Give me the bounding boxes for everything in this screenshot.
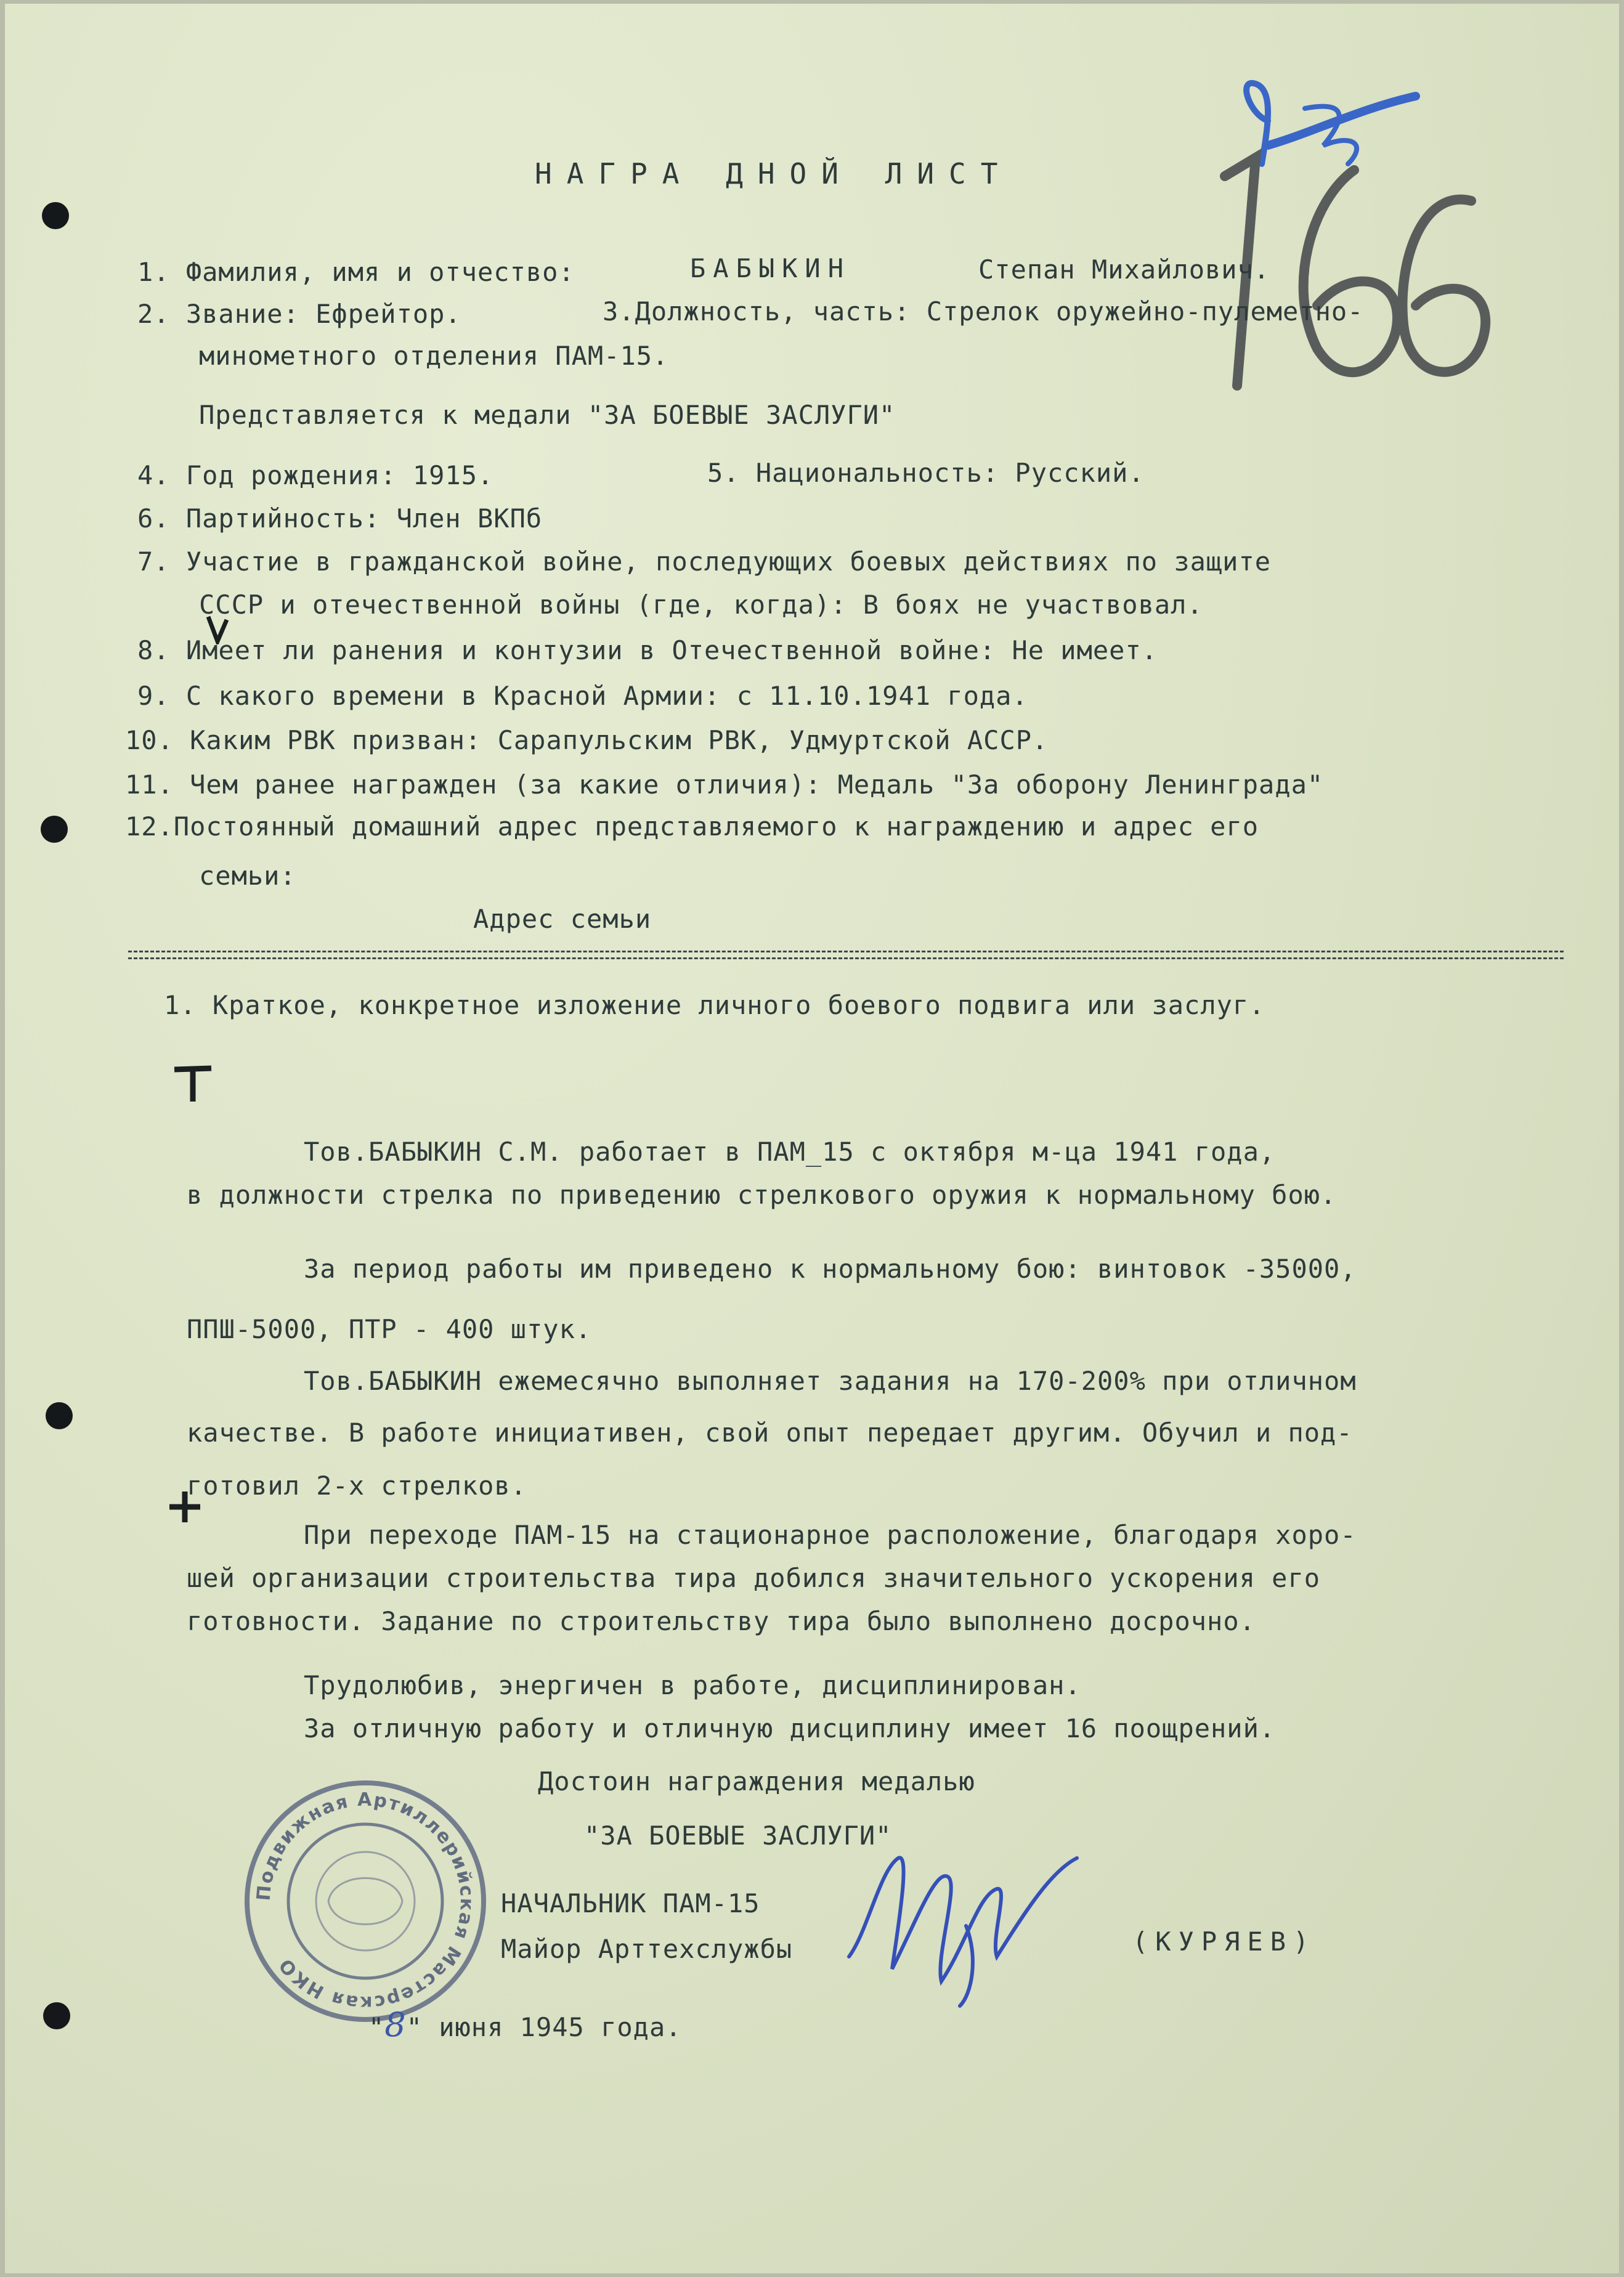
paragraph-line: качестве. В работе инициативен, свой опыт передает другим. Обучил и под- [187, 1418, 1353, 1448]
paragraph-line: При переходе ПАМ-15 на стационарное расположение, благодаря хоро- [304, 1520, 1357, 1550]
field-given-name: Степан Михайлович. [978, 254, 1270, 285]
field-surname: БАБЫКИН [690, 253, 851, 283]
signer-position: НАЧАЛЬНИК ПАМ-15 [501, 1888, 760, 1918]
field-rank: 2. Звание: Ефрейтор. [137, 299, 461, 329]
date-day: 8 [384, 2005, 407, 2044]
punch-hole [46, 1402, 73, 1429]
paragraph-line: в должности стрелка по приведению стрелкового оружия к нормальному бою. [187, 1180, 1337, 1210]
signing-date [368, 2005, 682, 2044]
paragraph-line: За отличную работу и отличную дисциплину имеет 16 поощрений. [304, 1713, 1276, 1743]
pen-mark-icon [171, 1063, 214, 1106]
paragraph-line: Трудолюбив, энергичен в работе, дисциплинирован. [304, 1670, 1081, 1700]
section-separator [128, 951, 1564, 959]
field-service-start: 9. С какого времени в Красной Армии: с 11.10.1941 года. [137, 681, 1028, 711]
section-heading: 1. Краткое, конкретное изложение личного боевого подвига или заслуг. [164, 990, 1265, 1020]
paragraph-line: готовности. Задание по строительству тира было выполнено досрочно. [187, 1606, 1256, 1636]
paragraph-line: За период работы им приведено к нормальному бою: винтовок -35000, [304, 1254, 1357, 1284]
field-full-name-label: 1. Фамилия, имя и отчество: [137, 257, 575, 287]
award-sheet [5, 4, 1619, 2273]
page-title: НАГРА ДНОЙ ЛИСТ [535, 157, 1013, 190]
field-previous-awards: 11. Чем ранее награжден (за какие отличия): Медаль "За оборону Ленинграда" [125, 769, 1324, 800]
date-rest: " июня 1945 года. [406, 2012, 682, 2042]
field-position-cont: минометного отделения ПАМ-15. [199, 341, 669, 371]
field-award-nomination: Представляется к медали "ЗА БОЕВЫЕ ЗАСЛУГИ" [199, 400, 896, 430]
recommendation-award: "ЗА БОЕВЫЕ ЗАСЛУГИ" [584, 1820, 892, 1851]
recommendation-line: Достоин награждения медалью [538, 1766, 975, 1796]
signer-name: (КУРЯЕВ) [1132, 1926, 1317, 1957]
paragraph-line: ППШ-5000, ПТР - 400 штук. [187, 1314, 592, 1344]
paragraph-line: Тов.БАБЫКИН С.М. работает в ПАМ_15 с октября м-ца 1941 года, [304, 1137, 1276, 1167]
field-home-address: 12.Постоянный домашний адрес представляемого к награждению и адрес его [125, 811, 1259, 842]
signature-mark [843, 1833, 1102, 2018]
date-quote: " [368, 2012, 385, 2042]
field-war-participation-cont: СССР и отечественной войны (где, когда): В боях не участвовал. [199, 590, 1203, 620]
punch-hole [42, 202, 69, 229]
field-position: 3.Должность, часть: Стрелок оружейно-пулеметно- [603, 296, 1364, 327]
paragraph-line: шей организации строительства тира добился значительного ускорения его [187, 1563, 1321, 1593]
field-wounds: 8. Имеет ли ранения и контузии в Отечественной войне: Не имеет. [137, 635, 1158, 665]
paragraph-line: готовил 2-х стрелков. [187, 1471, 527, 1501]
stamp-text: Подвижная Артиллерийская Мастерская НКО [253, 1788, 478, 2014]
punch-hole [41, 816, 68, 843]
field-war-participation: 7. Участие в гражданской войне, последующих боевых действиях по защите [137, 546, 1272, 577]
field-party: 6. Партийность: Член ВКПб [137, 503, 543, 534]
signer-rank: Майор Арттехслужбы [501, 1934, 793, 1964]
field-draft-office: 10. Каким РВК призван: Сарапульским РВК, Удмуртской АССР. [125, 725, 1049, 755]
official-stamp [242, 1778, 489, 2024]
pencil-note [1212, 41, 1508, 423]
field-home-address-cont: семьи: [199, 861, 296, 891]
paragraph-line: Тов.БАБЫКИН ежемесячно выполняет задания на 170-200% при отличном [304, 1366, 1357, 1396]
field-family-address: Адрес семьи [473, 904, 652, 934]
punch-hole [43, 2002, 70, 2029]
field-nationality: 5. Национальность: Русский. [707, 458, 1145, 488]
field-birth-year: 4. Год рождения: 1915. [137, 460, 494, 490]
